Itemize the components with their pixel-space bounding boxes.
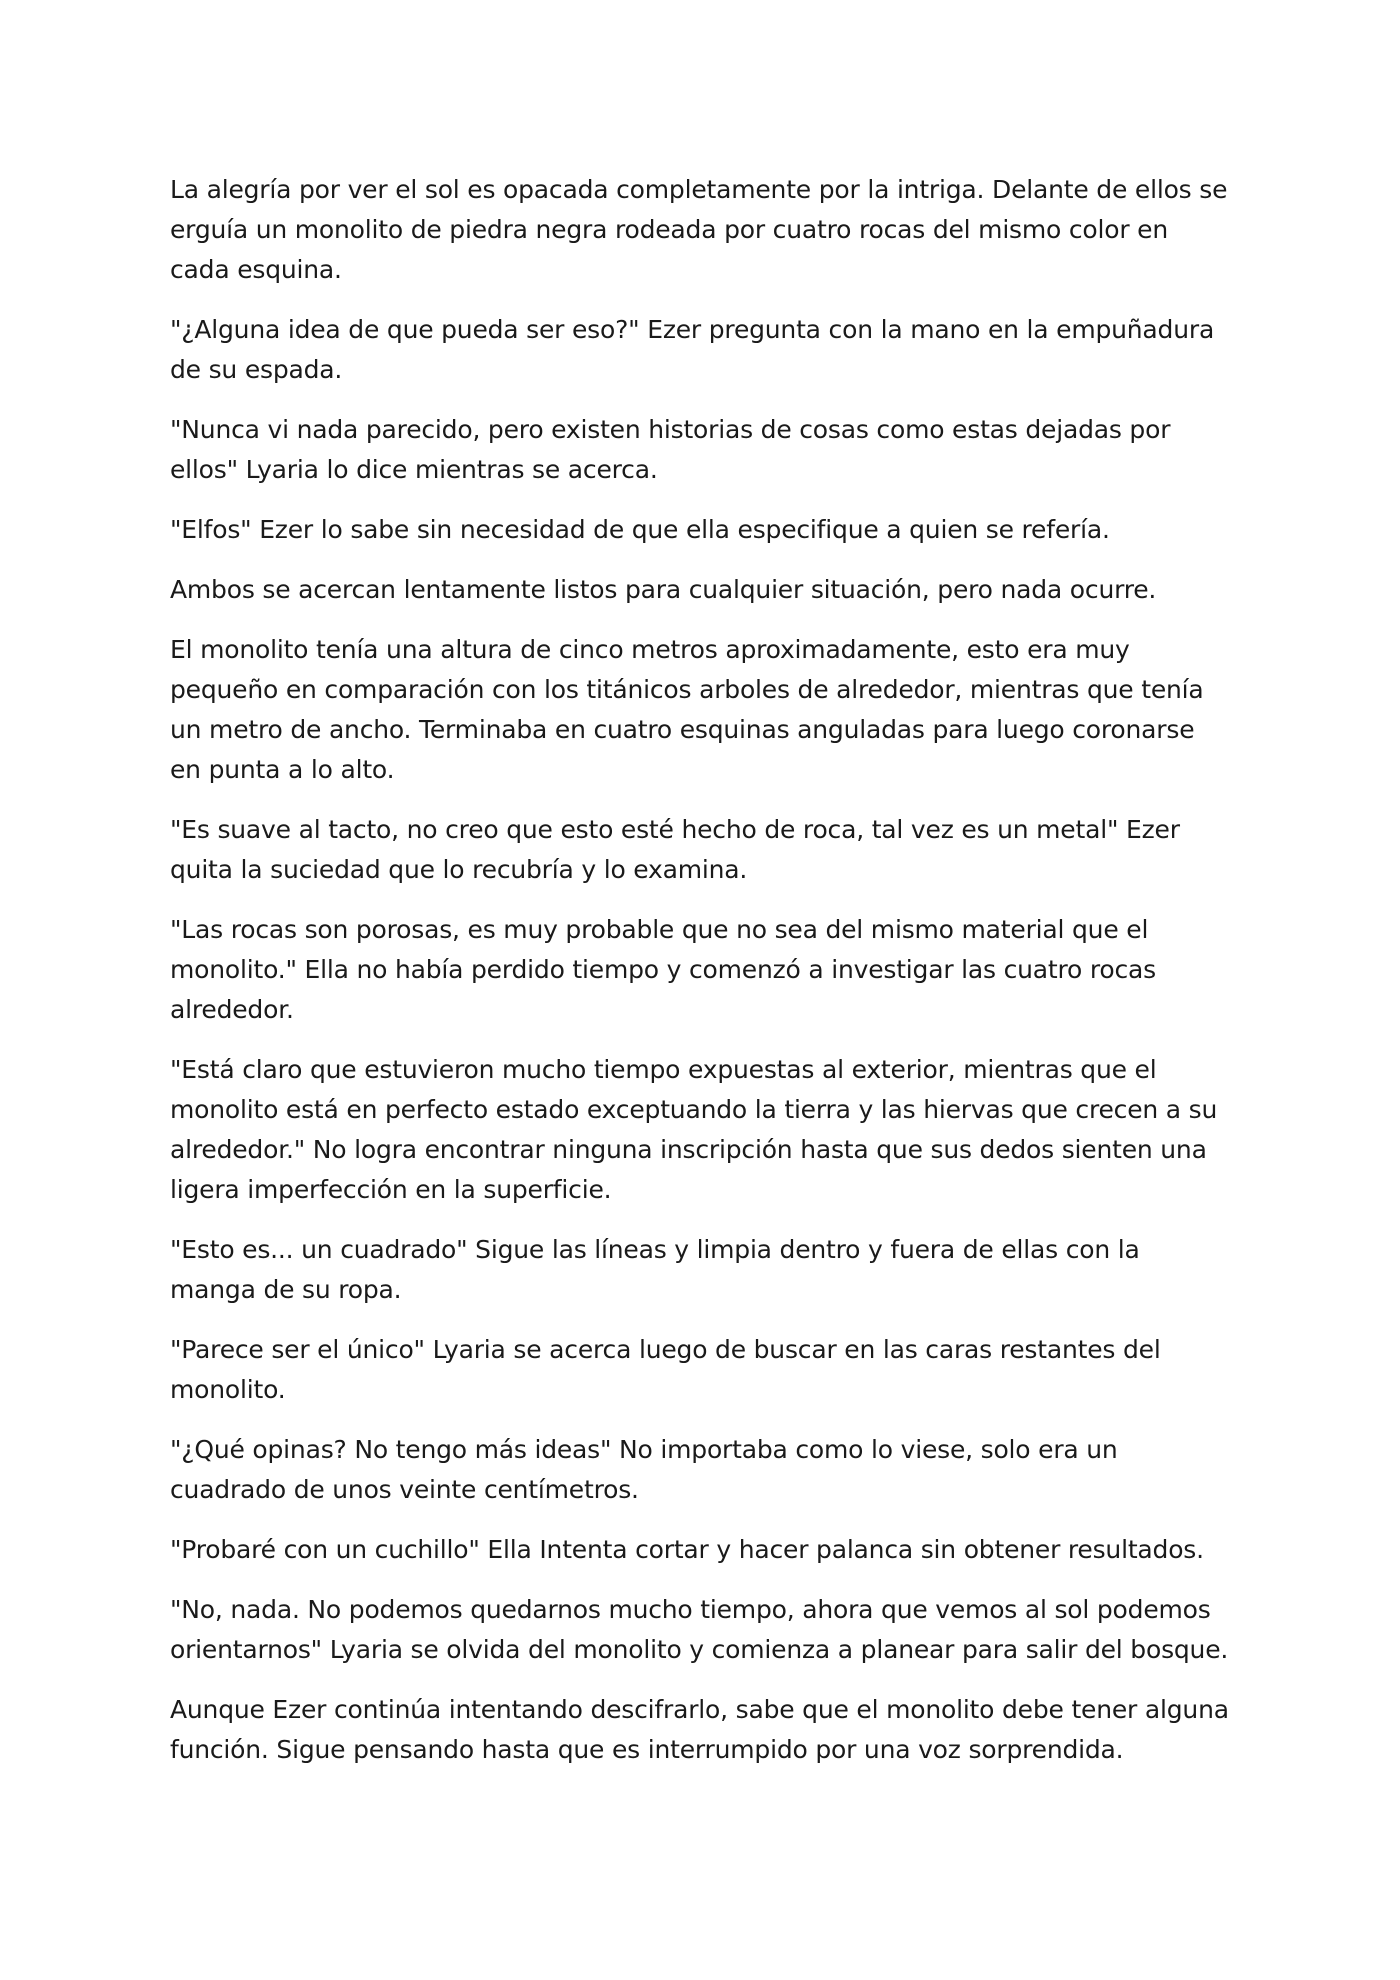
paragraph: "Elfos" Ezer lo sabe sin necesidad de que ella especifique a quien se refería. bbox=[170, 515, 1110, 544]
paragraph: "Probaré con un cuchillo" Ella Intenta cortar y hacer palanca sin obtener resultados. bbox=[170, 1535, 1204, 1564]
paragraph: Aunque Ezer continúa intentando descifrarlo, sabe que el monolito debe tener alguna función. Sigue pensando hasta que es interrumpido por una voz sorprendida. bbox=[170, 1695, 1229, 1764]
paragraph: El monolito tenía una altura de cinco metros aproximadamente, esto era muy pequeño en comparación con los titánicos arboles de alrededor, mientras que tenía un metro de ancho. Terminaba en cuatro esquinas anguladas para luego coronarse en punta a lo alto. bbox=[170, 635, 1204, 784]
document-body bbox=[170, 170, 1230, 1770]
paragraph: "¿Qué opinas? No tengo más ideas" No importaba como lo viese, solo era un cuadrado de unos veinte centímetros. bbox=[170, 1435, 1118, 1504]
paragraph: Ambos se acercan lentamente listos para cualquier situación, pero nada ocurre. bbox=[170, 575, 1157, 604]
paragraph: La alegría por ver el sol es opacada completamente por la intriga. Delante de ellos se erguía un monolito de piedra negra rodeada por cuatro rocas del mismo color en cada esquina. bbox=[170, 175, 1228, 284]
paragraph: "Esto es... un cuadrado" Sigue las líneas y limpia dentro y fuera de ellas con la manga de su ropa. bbox=[170, 1235, 1140, 1304]
paragraph: "No, nada. No podemos quedarnos mucho tiempo, ahora que vemos al sol podemos orientarnos" Lyaria se olvida del monolito y comienza a planear para salir del bosque. bbox=[170, 1595, 1229, 1664]
paragraph: "Es suave al tacto, no creo que esto esté hecho de roca, tal vez es un metal" Ezer quita la suciedad que lo recubría y lo examina. bbox=[170, 815, 1180, 884]
paragraph: "Las rocas son porosas, es muy probable que no sea del mismo material que el monolito." Ella no había perdido tiempo y comenzó a investigar las cuatro rocas alrededor. bbox=[170, 915, 1157, 1024]
paragraph: "Parece ser el único" Lyaria se acerca luego de buscar en las caras restantes del monolito. bbox=[170, 1335, 1161, 1404]
paragraph: "Nunca vi nada parecido, pero existen historias de cosas como estas dejadas por ellos" Lyaria lo dice mientras se acerca. bbox=[170, 415, 1171, 484]
paragraph: "¿Alguna idea de que pueda ser eso?" Ezer pregunta con la mano en la empuñadura de su espada. bbox=[170, 315, 1215, 384]
paragraph: "Está claro que estuvieron mucho tiempo expuestas al exterior, mientras que el monolito está en perfecto estado exceptuando la tierra y las hiervas que crecen a su alrededor." No logra encontrar ninguna inscripción hasta que sus dedos sienten una ligera imperfección en la superficie. bbox=[170, 1055, 1218, 1204]
